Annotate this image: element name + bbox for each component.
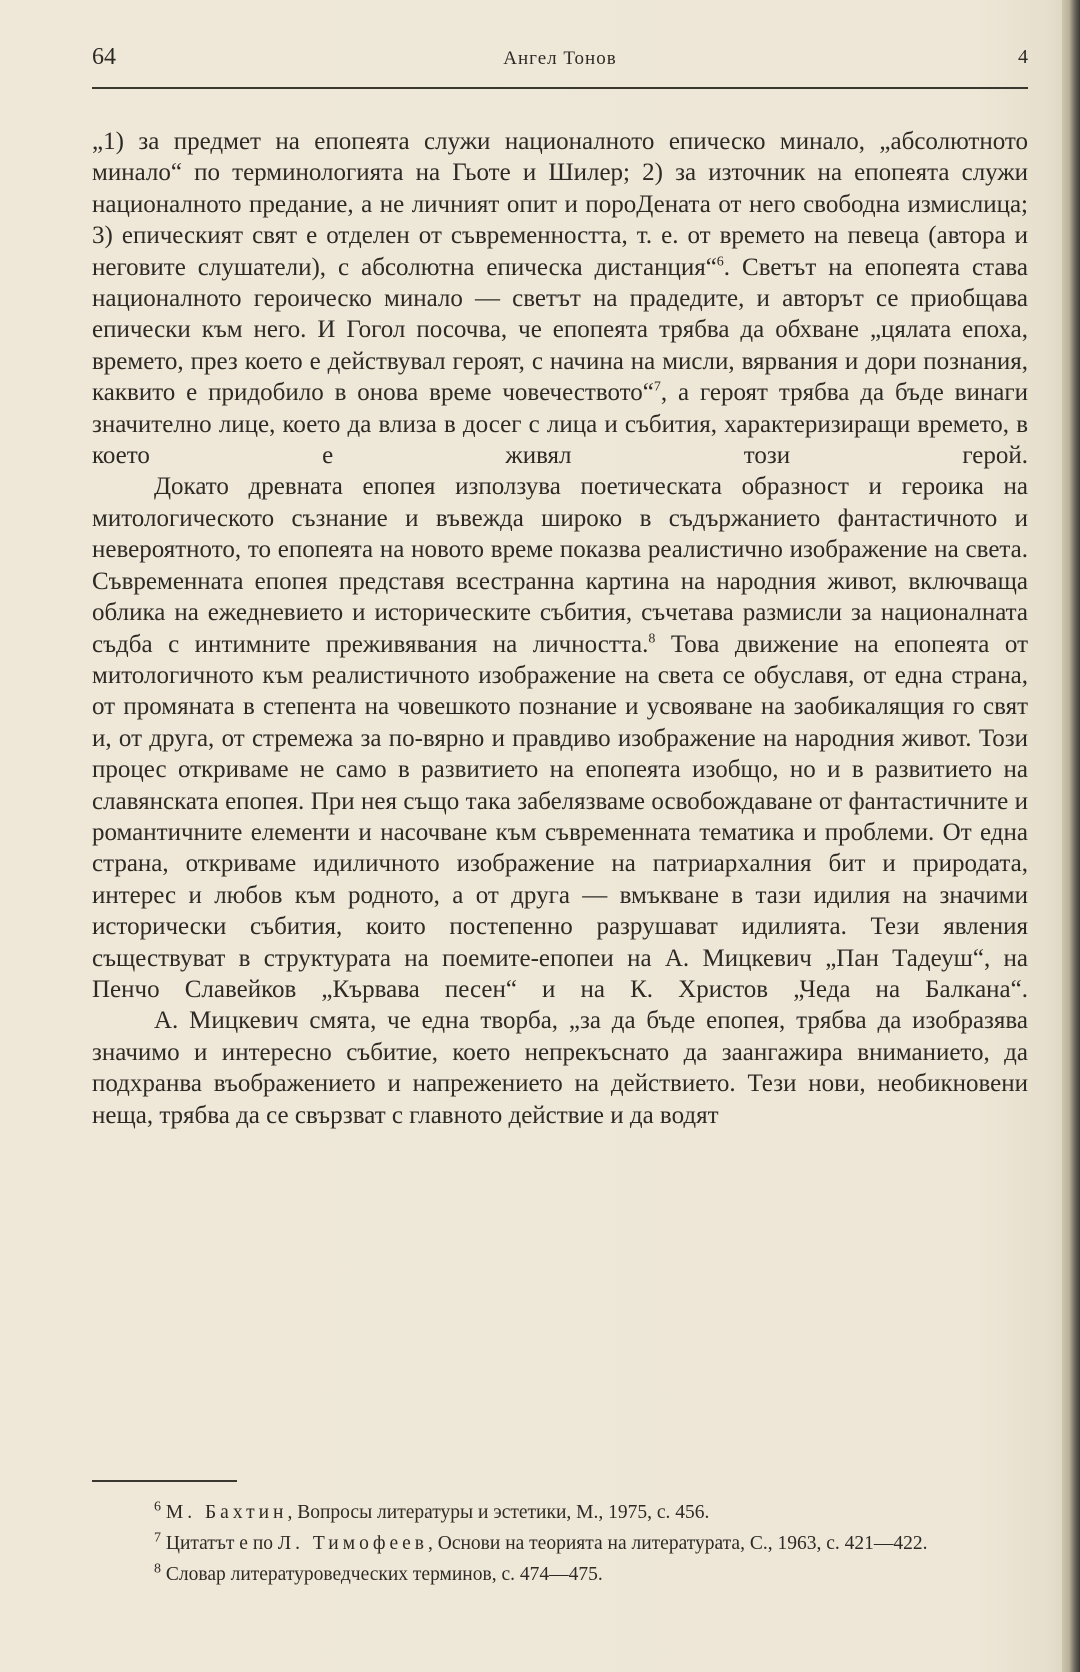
page-edge-shadow xyxy=(1062,0,1080,1672)
footnote-rule xyxy=(92,1480,237,1482)
footnote-8: $^8$ Словар литературоведческих терминов, с. 474—475. xyxy=(154,1561,603,1585)
chapter-number: 4 xyxy=(1018,46,1028,68)
running-title: Ангел Тонов xyxy=(503,48,617,69)
footnote-ref-7: 7 xyxy=(653,379,661,395)
page-header xyxy=(92,40,1028,80)
footnote-7: $^7$ Цитатът е по Л. Тимофеев, Основи на теорията на литературата, С., 1963, с. 421—422. xyxy=(154,1530,928,1554)
page-number: 64 xyxy=(92,44,116,70)
footnote-ref-8: 8 xyxy=(648,631,656,647)
paragraph-3: А. Мицкевич смята, че една творба, „за да бъде епопея, трябва да изобразява значимо и интересно събитие, което непрекъснато да заангажира вниманието, да подхранва въображението и напрежението на действието. Тези нови, необикновени неща, трябва да се свързват с главното действие и да водят xyxy=(92,1007,1028,1129)
paragraph-1: „1) за предмет на епопеята служи националното епическо минало, „абсолютното минало“ по терминологията на Гьоте и Шилер; 2) за източник на епопеята служи националното предание, а не личният опит и пороДената от него свободна измислица; 3) епическият свят е отделен от съвременността, т. е. от времето на певеца (автора и неговите слушатели), с абсолютна епическа дистанция“$^6$. Светът на епопеята става националното героическо минало — светът на прадедите, и авторът се приобщава епически към него. И Гогол посочва, че епопеята трябва да обхване „цялата епоха, времето, през което е действувал героят, с начина на мисли, вярвания и дори познания, каквито е придобило в онова време човечеството“$^7$, а героят трябва да бъде винаги значително лице, което да влиза в досег с лица и събития, характеризиращи времето, в което е живял този герой. xyxy=(92,128,1028,470)
footnotes xyxy=(92,1497,1028,1590)
footnote-6: $^6$ М. Бахтин, Вопросы литературы и эстетики, М., 1975, с. 456. xyxy=(154,1499,710,1523)
main-text xyxy=(92,126,1028,1131)
footnote-ref-6: 6 xyxy=(716,254,724,270)
header-rule xyxy=(92,87,1028,89)
paragraph-2: Докато древната епопея използува поетическата образност и героика на митологическото съзнание и въвежда широко в съдържанието фантастичното и невероятното, то епопеята на новото време показва реалистично изображение на света. Съвременната епопея представя всестранна картина на народния живот, включваща облика на ежедневието и историческите събития, съчетава размисли за националната съдба с интимните преживявания на личността.$^8$ Това движение на епопеята от митологичното към реалистичното изображение на света се обуславя, от една страна, от промяната в степента на човешкото познание и усвояване на заобикалящия го свят и, от друга, от стремежа за по-вярно и правдиво изображение на народния живот. Този процес откриваме не само в развитието на епопеята изобщо, но и в развитието на славянската епопея. При нея също така забелязваме освобождаване от фантастичните и романтичните елементи и насочване към съвременната тематика и проблеми. От една страна, откриваме идиличното изображение на патриархалния бит и природата, интерес и любов към родното, а от друга — вмъкване в тази идилия на значими исторически събития, които постепенно разрушават идилията. Тези явления съществуват в структурата на поемите-епопеи на А. Мицкевич „Пан Тадеуш“, на Пенчо Славейков „Кървава песен“ и на К. Христов „Чеда на Балкана“. xyxy=(92,473,1029,1003)
